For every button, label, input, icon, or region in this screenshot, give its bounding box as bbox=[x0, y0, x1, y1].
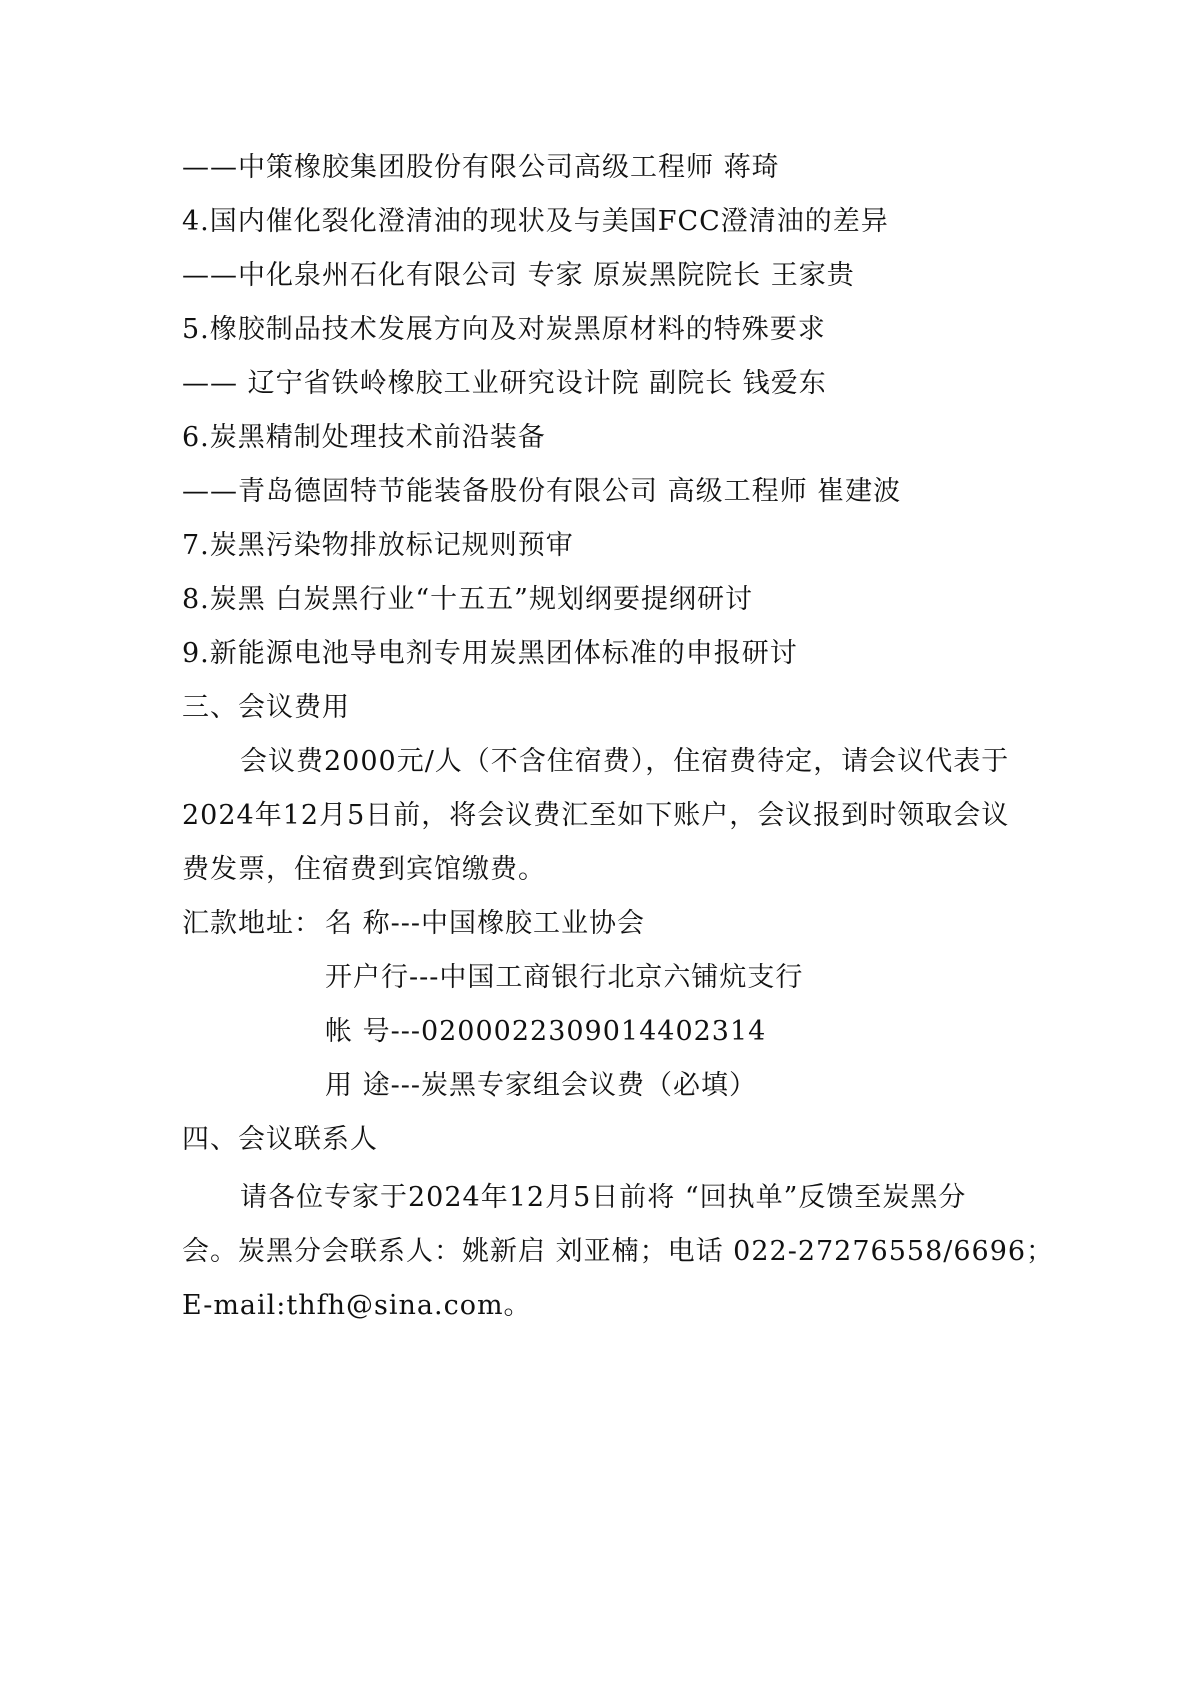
remit-account-number: 帐 号---0200022309014402314 bbox=[325, 1016, 767, 1047]
agenda-item-6: 6.炭黑精制处理技术前沿装备 bbox=[182, 422, 546, 453]
contact-paragraph-line-1: 请各位专家于2024年12月5日前将 “回执单”反馈至炭黑分 bbox=[240, 1182, 967, 1213]
remit-label: 汇款地址： bbox=[182, 908, 322, 939]
speaker-line-5: —— 辽宁省铁岭橡胶工业研究设计院 副院长 钱爱东 bbox=[182, 368, 827, 399]
section-heading-fees: 三、会议费用 bbox=[182, 692, 350, 723]
agenda-item-5: 5.橡胶制品技术发展方向及对炭黑原材料的特殊要求 bbox=[182, 314, 826, 345]
section-heading-contact: 四、会议联系人 bbox=[182, 1124, 378, 1155]
speaker-line-6: ——青岛德固特节能装备股份有限公司 高级工程师 崔建波 bbox=[182, 476, 902, 507]
fees-paragraph-line-1: 会议费2000元/人（不含住宿费），住宿费待定，请会议代表于 bbox=[240, 746, 1010, 777]
contact-paragraph-line-2: 会。炭黑分会联系人：姚新启 刘亚楠；电话 022-27276558/6696； bbox=[182, 1236, 1055, 1267]
remit-purpose: 用 途---炭黑专家组会议费（必填） bbox=[325, 1070, 757, 1101]
contact-email-line: E-mail:thfh@sina.com。 bbox=[182, 1290, 532, 1321]
fees-paragraph-line-3: 费发票，住宿费到宾馆缴费。 bbox=[182, 854, 546, 885]
agenda-item-9: 9.新能源电池导电剂专用炭黑团体标准的申报研讨 bbox=[182, 638, 798, 669]
remit-account-name: 名 称---中国橡胶工业协会 bbox=[325, 908, 645, 939]
fees-paragraph-line-2: 2024年12月5日前，将会议费汇至如下账户，会议报到时领取会议 bbox=[182, 800, 1010, 831]
agenda-item-7: 7.炭黑污染物排放标记规则预审 bbox=[182, 530, 574, 561]
agenda-item-4: 4.国内催化裂化澄清油的现状及与美国FCC澄清油的差异 bbox=[182, 206, 889, 237]
remit-bank: 开户行---中国工商银行北京六铺炕支行 bbox=[325, 962, 804, 993]
speaker-line-3: ——中策橡胶集团股份有限公司高级工程师 蒋琦 bbox=[182, 152, 780, 183]
speaker-line-4: ——中化泉州石化有限公司 专家 原炭黑院院长 王家贵 bbox=[182, 260, 855, 291]
agenda-item-8: 8.炭黑 白炭黑行业“十五五”规划纲要提纲研讨 bbox=[182, 584, 753, 615]
